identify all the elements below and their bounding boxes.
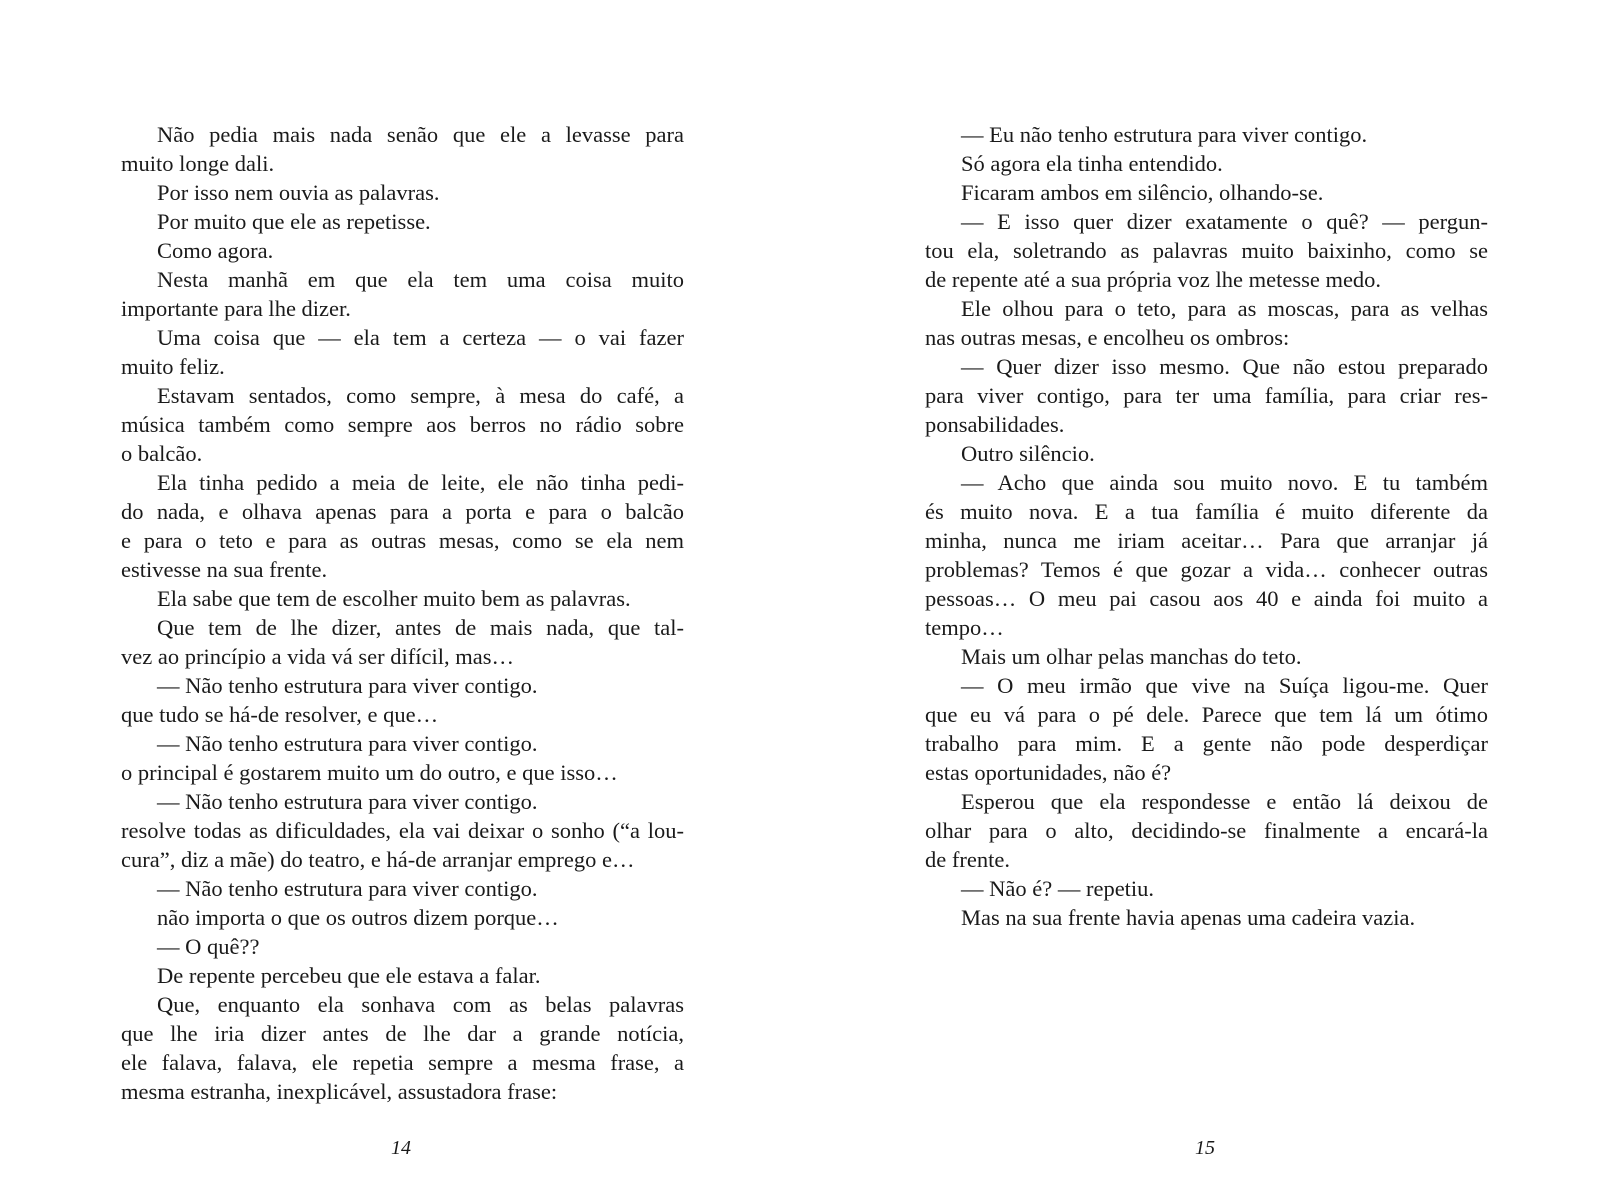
text-line: Mais um olhar pelas manchas do teto.: [961, 644, 1302, 669]
text-line: o balcão.: [121, 441, 203, 466]
text-line: muito longe dali.: [121, 151, 275, 176]
text-line: Por isso nem ouvia as palavras.: [157, 180, 440, 205]
text-line: cura”, diz a mãe) do teatro, e há-de arranjar emprego e…: [121, 847, 635, 872]
text-line: Ficaram ambos em silêncio, olhando-se.: [961, 180, 1324, 205]
text-line: tempo…: [925, 615, 1004, 640]
text-line: — Acho que ainda sou muito novo. E tu também: [961, 470, 1488, 495]
text-line: importante para lhe dizer.: [121, 296, 351, 321]
text-line: — Quer dizer isso mesmo. Que não estou preparado: [961, 354, 1488, 379]
text-line: Não pedia mais nada senão que ele a levasse para: [157, 122, 684, 147]
text-line: estas oportunidades, não é?: [925, 760, 1172, 785]
text-line: para viver contigo, para ter uma família, para criar res-: [925, 383, 1488, 408]
text-line: — Eu não tenho estrutura para viver contigo.: [961, 122, 1368, 147]
text-line: minha, nunca me iriam aceitar… Para que arranjar já: [925, 528, 1488, 553]
text-line: não importa o que os outros dizem porque…: [157, 905, 559, 930]
text-line: Outro silêncio.: [961, 441, 1095, 466]
text-line: ponsabilidades.: [925, 412, 1065, 437]
text-line: és muito nova. E a tua família é muito diferente da: [925, 499, 1488, 524]
text-line: estivesse na sua frente.: [121, 557, 328, 582]
text-line: de repente até a sua própria voz lhe metesse medo.: [925, 267, 1382, 292]
text-line: — O meu irmão que vive na Suíça ligou-me. Quer: [961, 673, 1488, 698]
left-page-number: 14: [391, 1137, 411, 1159]
text-line: de frente.: [925, 847, 1010, 872]
text-line: Só agora ela tinha entendido.: [961, 151, 1223, 176]
text-line: nas outras mesas, e encolheu os ombros:: [925, 325, 1290, 350]
text-line: que eu vá para o pé dele. Parece que tem lá um ótimo: [925, 702, 1488, 727]
text-line: Esperou que ela respondesse e então lá deixou de: [961, 789, 1488, 814]
text-line: pessoas… O meu pai casou aos 40 e ainda foi muito a: [925, 586, 1488, 611]
text-line: De repente percebeu que ele estava a falar.: [157, 963, 541, 988]
text-line: problemas? Temos é que gozar a vida… conhecer outras: [925, 557, 1488, 582]
text-line: — O quê??: [157, 934, 260, 959]
left-page-body: [121, 120, 684, 1106]
text-line: ele falava, falava, ele repetia sempre a mesma frase, a: [121, 1050, 684, 1075]
text-line: o principal é gostarem muito um do outro, e que isso…: [121, 760, 618, 785]
text-line: Que tem de lhe dizer, antes de mais nada, que tal-: [157, 615, 684, 640]
text-line: que lhe iria dizer antes de lhe dar a grande notícia,: [121, 1021, 684, 1046]
text-line: — Não tenho estrutura para viver contigo.: [157, 876, 538, 901]
text-line: Por muito que ele as repetisse.: [157, 209, 431, 234]
text-line: Ele olhou para o teto, para as moscas, para as velhas: [961, 296, 1488, 321]
text-line: Que, enquanto ela sonhava com as belas palavras: [157, 992, 684, 1017]
text-line: muito feliz.: [121, 354, 225, 379]
text-line: Mas na sua frente havia apenas uma cadeira vazia.: [961, 905, 1416, 930]
text-line: — Não tenho estrutura para viver contigo.: [157, 789, 538, 814]
text-line: — Não tenho estrutura para viver contigo.: [157, 673, 538, 698]
text-line: Estavam sentados, como sempre, à mesa do café, a: [157, 383, 684, 408]
text-line: — Não é? — repetiu.: [961, 876, 1155, 901]
text-line: e para o teto e para as outras mesas, como se ela nem: [121, 528, 684, 553]
text-line: resolve todas as dificuldades, ela vai deixar o sonho (“a lou-: [121, 818, 684, 843]
text-line: Ela tinha pedido a meia de leite, ele não tinha pedi-: [157, 470, 684, 495]
text-line: que tudo se há-de resolver, e que…: [121, 702, 439, 727]
text-line: vez ao princípio a vida vá ser difícil, mas…: [121, 644, 514, 669]
right-page-body: [925, 120, 1488, 932]
text-line: tou ela, soletrando as palavras muito baixinho, como se: [925, 238, 1488, 263]
text-line: Uma coisa que — ela tem a certeza — o vai fazer: [157, 325, 684, 350]
text-line: olhar para o alto, decidindo-se finalmente a encará-la: [925, 818, 1488, 843]
text-line: trabalho para mim. E a gente não pode desperdiçar: [925, 731, 1488, 756]
text-line: — Não tenho estrutura para viver contigo.: [157, 731, 538, 756]
text-line: Nesta manhã em que ela tem uma coisa muito: [157, 267, 684, 292]
text-line: do nada, e olhava apenas para a porta e para o balcão: [121, 499, 684, 524]
text-line: — E isso quer dizer exatamente o quê? — pergun-: [961, 209, 1488, 234]
text-line: Como agora.: [157, 238, 274, 263]
text-line: mesma estranha, inexplicável, assustadora frase:: [121, 1079, 558, 1104]
right-page-number: 15: [1195, 1137, 1215, 1159]
text-line: música também como sempre aos berros no rádio sobre: [121, 412, 684, 437]
text-line: Ela sabe que tem de escolher muito bem as palavras.: [157, 586, 631, 611]
